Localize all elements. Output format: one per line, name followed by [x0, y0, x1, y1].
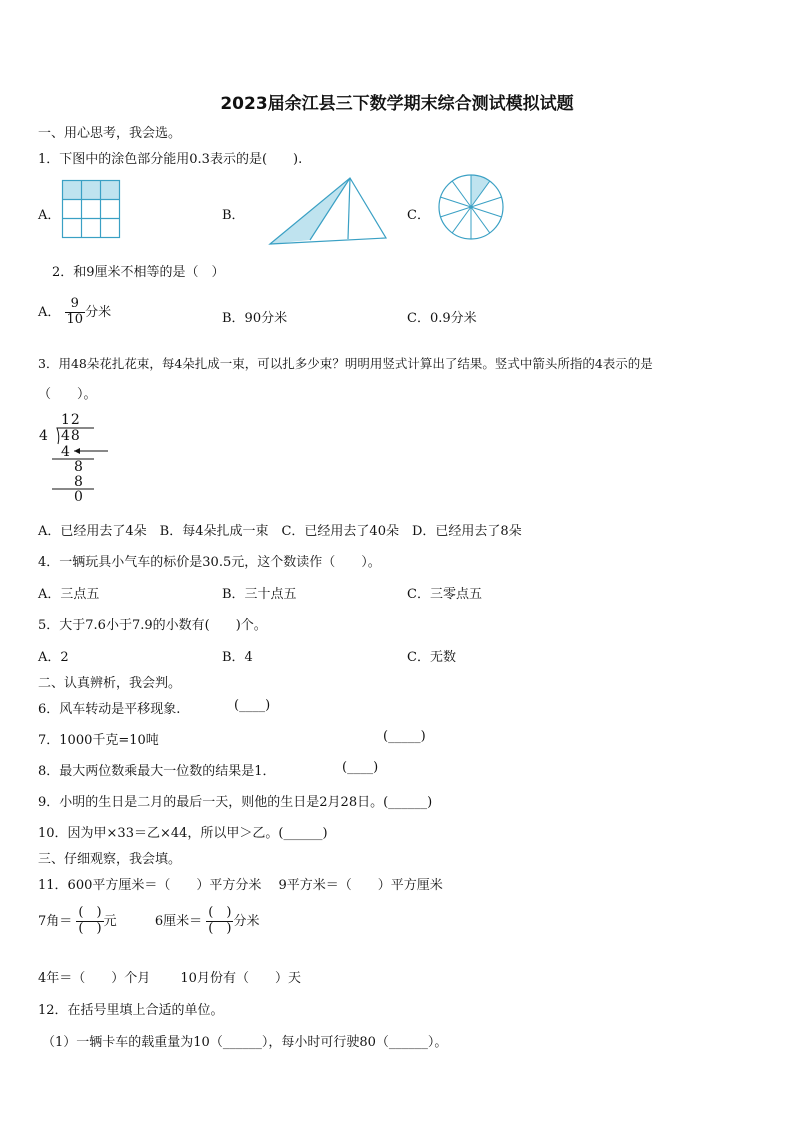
q5-option-b: B．4	[222, 650, 253, 665]
q2-option-c: C．0.9分米	[407, 311, 477, 326]
q1-triangle-figure	[268, 176, 388, 246]
q2-option-a-unit: 分米	[85, 304, 112, 320]
fraction-denominator-blank[interactable]: ( )	[78, 920, 102, 936]
q2-option-a-fraction	[65, 297, 86, 328]
fraction-denominator: 10	[66, 311, 84, 327]
q4-option-c: C．三零点五	[407, 587, 482, 602]
division-bracket-lines	[36, 412, 116, 507]
q11-fraction-row	[38, 906, 259, 937]
fraction-numerator-blank[interactable]: ( )	[208, 905, 232, 920]
fraction-denominator-blank[interactable]: ( )	[208, 920, 232, 936]
section-heading-3: 三、仔细观察，我会填。	[38, 852, 182, 867]
question-8-answer-blank[interactable]: (____)	[342, 760, 379, 775]
division-remainder: 0	[74, 489, 83, 505]
question-5-stem: 5．大于7.6小于7.9的小数有( )个。	[38, 618, 267, 633]
division-quotient: 12	[61, 412, 81, 428]
question-6-answer-blank[interactable]: (____)	[234, 698, 271, 713]
question-4-stem: 4．一辆玩具小气车的标价是30.5元，这个数读作（ ）。	[38, 555, 381, 570]
q2-option-a	[38, 297, 111, 328]
section-heading-1: 一、用心思考，我会选。	[38, 126, 182, 141]
q2-option-b: B．90分米	[222, 311, 288, 326]
q1-option-c-label: C．	[407, 208, 430, 223]
question-11-line-3: 4年＝（ ）个月 10月份有（ ）天	[38, 971, 301, 986]
division-step-subtract: 8	[74, 474, 83, 490]
question-9: 9．小明的生日是二月的最后一天，则他的生日是2月28日。(______)	[38, 795, 433, 810]
question-7: 7．1000千克=10吨	[38, 733, 159, 748]
fraction-numerator-blank[interactable]: ( )	[78, 905, 102, 920]
page-title: 2023届余江县三下数学期末综合测试模拟试题	[220, 94, 574, 114]
q4-option-b: B．三十点五	[222, 587, 297, 602]
question-7-answer-blank[interactable]: (_____)	[383, 729, 426, 744]
q11-yuan-unit: 元	[103, 913, 117, 929]
grid-shaded-row	[62, 180, 119, 199]
question-3-stem: 3．用48朵花扎花束，每4朵扎成一束，可以扎多少束？明明用竖式计算出了结果。竖式中箭头所指的4表示的是	[38, 356, 653, 371]
q1-grid-figure	[62, 180, 120, 238]
division-divisor: 4	[39, 428, 48, 444]
q11-dm-fraction[interactable]	[206, 906, 233, 937]
q4-option-a: A．三点五	[38, 587, 100, 602]
q1-circle-figure	[437, 173, 505, 241]
q11-yuan-fraction[interactable]	[76, 906, 103, 937]
q1-option-a-label: A．	[38, 208, 61, 223]
question-11-line-1: 11．600平方厘米＝（ ）平方分米 9平方米＝（ ）平方厘米	[38, 878, 443, 893]
question-6: 6．风车转动是平移现象.	[38, 702, 181, 717]
q1-option-b-label: B．	[222, 208, 245, 223]
question-12-part-1: （1）一辆卡车的载重量为10（______），每小时可行驶80（______）。	[42, 1035, 448, 1050]
division-dividend: 48	[61, 428, 81, 444]
fraction-numerator: 9	[65, 297, 86, 313]
section-heading-2: 二、认真辨析，我会判。	[38, 676, 182, 691]
q3-options: A．已经用去了4朵 B．每4朵扎成一束 C．已经用去了40朵 D．已经用去了8朵	[38, 524, 522, 539]
q2-option-a-label: A．	[38, 304, 61, 320]
q11-jiao-label: 7角＝	[38, 913, 73, 929]
q11-dm-unit: 分米	[233, 913, 260, 929]
question-10: 10．因为甲×33＝乙×44，所以甲＞乙。(______)	[38, 826, 328, 841]
division-step-bring-down: 8	[74, 459, 83, 475]
division-step-arrowed: 4	[61, 444, 70, 460]
q5-option-a: A．2	[38, 650, 69, 665]
q11-cm-label: 6厘米＝	[154, 913, 203, 929]
question-1-stem: 1．下图中的涂色部分能用0.3表示的是( ).	[38, 152, 303, 167]
question-3-stem-continued: （ ）。	[38, 387, 97, 402]
q5-option-c: C．无数	[407, 650, 456, 665]
question-2-stem: 2．和9厘米不相等的是（ ）	[52, 265, 225, 280]
question-8: 8．最大两位数乘最大一位数的结果是1．	[38, 764, 276, 779]
long-division	[36, 412, 116, 507]
question-12-stem: 12．在括号里填上合适的单位。	[38, 1003, 224, 1018]
